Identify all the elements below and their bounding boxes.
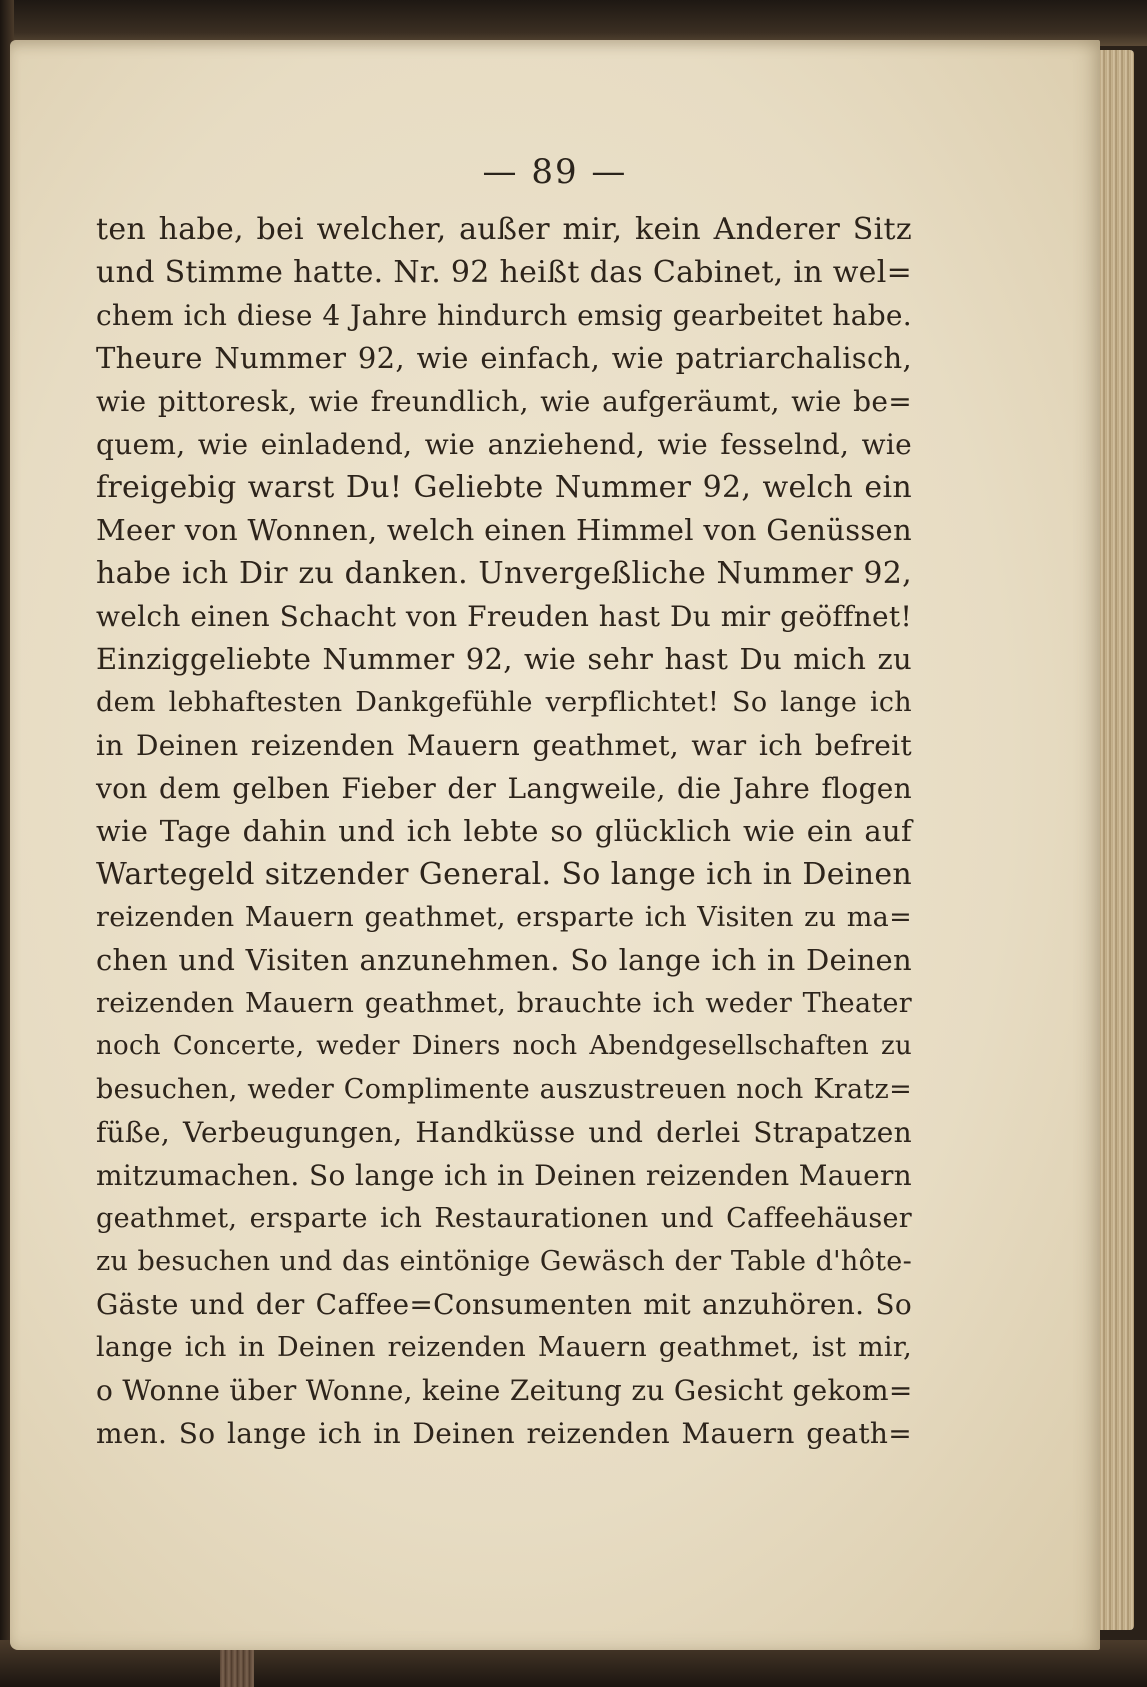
text-line: in Deinen reizenden Mauern geathmet, war ich befreit xyxy=(96,729,912,762)
text-line: wie pittoresk, wie freundlich, wie aufgeräumt, wie be= xyxy=(96,385,912,418)
text-line: freigebig warst Du! Geliebte Nummer 92, welch ein xyxy=(96,470,912,505)
text-line: Meer von Wonnen, welch einen Himmel von Genüssen xyxy=(96,513,912,547)
text-line: noch Concerte, weder Diners noch Abendgesellschaften zu xyxy=(96,1031,912,1061)
text-line: zu besuchen und das eintönige Gewäsch der Table d'hôte- xyxy=(96,1246,912,1277)
text-line: Einziggeliebte Nummer 92, wie sehr hast Du mich zu xyxy=(96,642,912,676)
text-line: chen und Visiten anzunehmen. So lange ich in Deinen xyxy=(96,943,912,977)
text-line: Wartegeld sitzender General. So lange ich in Deinen xyxy=(96,857,912,892)
text-line: quem, wie einladend, wie anziehend, wie fesselnd, wie xyxy=(96,428,912,461)
text-line: Gäste und der Caffee=Consumenten mit anzuhören. So xyxy=(96,1288,912,1321)
text-line: habe ich Dir zu danken. Unvergeßliche Nummer 92, xyxy=(96,556,912,591)
text-line: ten habe, bei welcher, außer mir, kein Anderer Sitz xyxy=(96,212,912,247)
text-line: wie Tage dahin und ich lebte so glücklich wie ein auf xyxy=(96,814,912,848)
text-line: füße, Verbeugungen, Handküsse und derlei Strapatzen xyxy=(96,1116,912,1149)
text-line: geathmet, ersparte ich Restaurationen und Caffeehäuser xyxy=(96,1203,912,1234)
page-number: — 89 — xyxy=(482,152,628,192)
text-line: besuchen, weder Complimente auszustreuen noch Kratz= xyxy=(96,1074,912,1105)
text-line: men. So lange ich in Deinen reizenden Mauern geath= xyxy=(96,1417,912,1450)
page-edges xyxy=(1094,50,1134,1630)
text-line: von dem gelben Fieber der Langweile, die Jahre flogen xyxy=(96,772,912,805)
text-line: chem ich diese 4 Jahre hindurch emsig gearbeitet habe. xyxy=(96,299,912,332)
text-line: und Stimme hatte. Nr. 92 heißt das Cabinet, in wel= xyxy=(96,255,913,290)
text-line: Theure Nummer 92, wie einfach, wie patriarchalisch, xyxy=(96,341,912,375)
book-page xyxy=(10,40,1100,1650)
text-line: reizenden Mauern geathmet, brauchte ich weder Theater xyxy=(96,988,912,1019)
text-line: lange ich in Deinen reizenden Mauern geathmet, ist mir, xyxy=(96,1332,912,1363)
text-line: o Wonne über Wonne, keine Zeitung zu Gesicht gekom= xyxy=(96,1374,913,1407)
text-line: reizenden Mauern geathmet, ersparte ich Visiten zu ma= xyxy=(96,902,912,933)
text-line: mitzumachen. So lange ich in Deinen reizenden Mauern xyxy=(96,1159,912,1192)
text-line: welch einen Schacht von Freuden hast Du mir geöffnet! xyxy=(96,600,912,633)
text-line: dem lebhaftesten Dankgefühle verpflichtet! So lange ich xyxy=(96,687,912,718)
page-text xyxy=(96,208,912,1455)
